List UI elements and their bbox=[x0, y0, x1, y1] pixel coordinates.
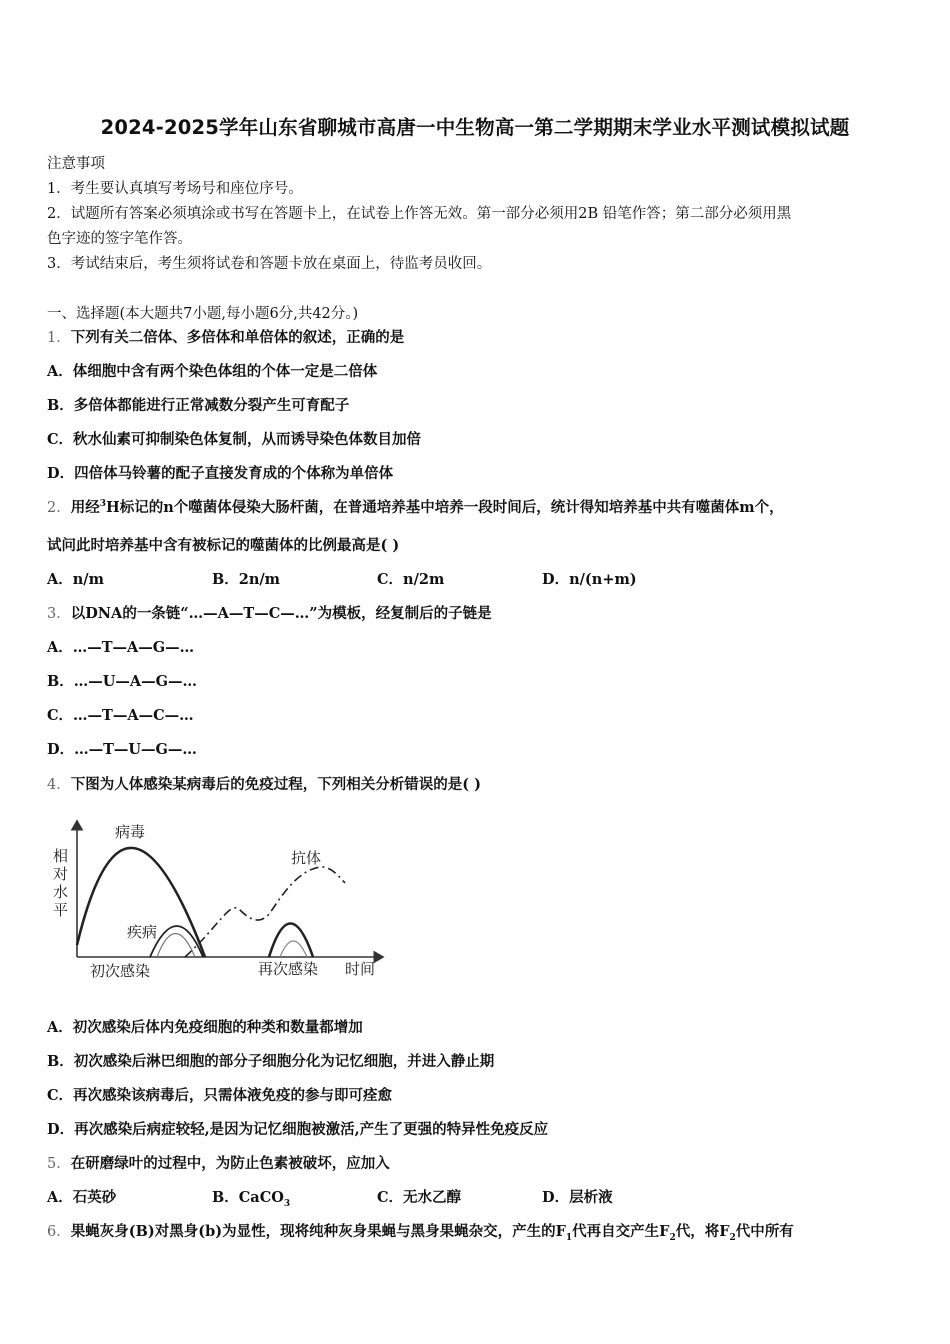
notice-item: 3．考试结束后，考生须将试卷和答题卡放在桌面上，待监考员收回。 bbox=[47, 256, 492, 272]
page-title: 2024-2025学年山东省聊城市高唐一中生物高一第二学期期末学业水平测试模拟试题 bbox=[100, 116, 850, 139]
option-a: A．n/m bbox=[47, 571, 104, 588]
notice-item: 2．试题所有答案必须填涂或书写在答题卡上，在试卷上作答无效。第一部分必须用2B 铅笔作答；第二部分必须用黑 bbox=[47, 206, 792, 222]
question-6 bbox=[47, 1220, 794, 1243]
antibody-curve bbox=[185, 867, 345, 957]
option-d: D．四倍体马铃薯的配子直接发育成的个体称为单倍体 bbox=[47, 465, 394, 482]
option-b: B．初次感染后淋巴细胞的部分子细胞分化为记忆细胞，并进入静止期 bbox=[47, 1053, 495, 1070]
option-c: C．…—T—A—C—… bbox=[47, 707, 194, 724]
option-a: A．石英砂 bbox=[47, 1189, 117, 1206]
option-c: C．无水乙醇 bbox=[377, 1189, 462, 1206]
question-number: 2． bbox=[47, 500, 71, 516]
question-1 bbox=[47, 326, 404, 347]
notice-heading: 注意事项 bbox=[47, 156, 105, 172]
stem-part: 代再自交产生F bbox=[572, 1223, 670, 1240]
disease-label: 疾病 bbox=[127, 923, 158, 941]
option-c: C．n/2m bbox=[377, 571, 445, 588]
question-number: 3． bbox=[47, 606, 71, 622]
question-stem: 下图为人体感染某病毒后的免疫过程，下列相关分析错误的是( ) bbox=[70, 776, 482, 793]
immune-response-figure bbox=[45, 815, 395, 985]
y-label-char: 相 bbox=[53, 847, 69, 865]
option-d: D．再次感染后病症较轻,是因为记忆细胞被激活,产生了更强的特异性免疫反应 bbox=[47, 1121, 549, 1138]
stem-part: 果蝇灰身(B)对黑身(b)为显性，现将纯种灰身果蝇与黑身果蝇杂交，产生的F bbox=[70, 1223, 566, 1240]
y-label-char: 水 bbox=[53, 883, 69, 901]
option-d: D．层析液 bbox=[542, 1189, 613, 1206]
question-number: 5． bbox=[47, 1156, 71, 1172]
notice-item: 色字迹的签字笔作答。 bbox=[47, 231, 192, 247]
option-b: B．多倍体都能进行正常减数分裂产生可育配子 bbox=[47, 397, 350, 414]
superscript: 3 bbox=[99, 499, 106, 510]
option-a: A．体细胞中含有两个染色体组的个体一定是二倍体 bbox=[47, 363, 378, 380]
question-stem: 在研磨绿叶的过程中，为防止色素被破坏，应加入 bbox=[70, 1155, 390, 1172]
notice-item: 1．考生要认真填写考场号和座位序号。 bbox=[47, 181, 303, 197]
question-stem: 以DNA的一条链“…—A—T—C—…”为模板，经复制后的子链是 bbox=[70, 605, 492, 622]
stem-part: 代，将F bbox=[675, 1223, 730, 1240]
option-c: C．再次感染该病毒后，只需体液免疫的参与即可痊愈 bbox=[47, 1087, 393, 1104]
first-infection-label: 初次感染 bbox=[90, 962, 151, 980]
question-4 bbox=[47, 773, 481, 794]
question-5 bbox=[47, 1152, 390, 1173]
question-2 bbox=[47, 496, 784, 517]
y-label-char: 对 bbox=[53, 865, 69, 883]
question-stem-post: H标记的n个噬菌体侵染大肠杆菌，在普通培养基中培养一段时间后，统计得知培养基中共有噬菌体m个， bbox=[106, 499, 784, 516]
question-stem-pre: 用经 bbox=[70, 499, 100, 516]
option-d: D．…—T—U—G—… bbox=[47, 741, 197, 758]
y-label-char: 平 bbox=[53, 901, 69, 919]
option-b-text: B．CaCO bbox=[212, 1189, 284, 1206]
subscript: 3 bbox=[283, 1198, 291, 1209]
subscript: 2 bbox=[729, 1232, 736, 1243]
question-3 bbox=[47, 602, 492, 623]
question-stem: 下列有关二倍体、多倍体和单倍体的叙述，正确的是 bbox=[70, 329, 405, 346]
option-c: C．秋水仙素可抑制染色体复制，从而诱导染色体数目加倍 bbox=[47, 431, 422, 448]
option-d: D．n/(n+m) bbox=[542, 571, 637, 588]
question-number: 4． bbox=[47, 777, 71, 793]
option-a: A．初次感染后体内免疫细胞的种类和数量都增加 bbox=[47, 1019, 363, 1036]
option-b: B．2n/m bbox=[212, 571, 281, 588]
option-b bbox=[212, 1186, 290, 1209]
virus-curve-second bbox=[269, 924, 313, 958]
antibody-label: 抗体 bbox=[291, 849, 322, 867]
virus-label: 病毒 bbox=[115, 823, 146, 841]
option-b: B．…—U—A—G—… bbox=[47, 673, 198, 690]
subscript: 2 bbox=[669, 1232, 676, 1243]
question-number: 6． bbox=[47, 1224, 71, 1240]
time-label: 时间 bbox=[345, 960, 376, 978]
second-infection-label: 再次感染 bbox=[258, 960, 319, 978]
section-heading: 一、选择题(本大题共7小题,每小题6分,共42分。) bbox=[47, 306, 359, 322]
option-a: A．…—T—A—G—… bbox=[47, 639, 195, 656]
disease-curve-second bbox=[280, 941, 307, 957]
stem-part: 代中所有 bbox=[735, 1223, 794, 1240]
question-number: 1． bbox=[47, 330, 71, 346]
subscript: 1 bbox=[565, 1232, 573, 1243]
question-stem-line2: 试问此时培养基中含有被标记的噬菌体的比例最高是( ) bbox=[47, 537, 400, 554]
